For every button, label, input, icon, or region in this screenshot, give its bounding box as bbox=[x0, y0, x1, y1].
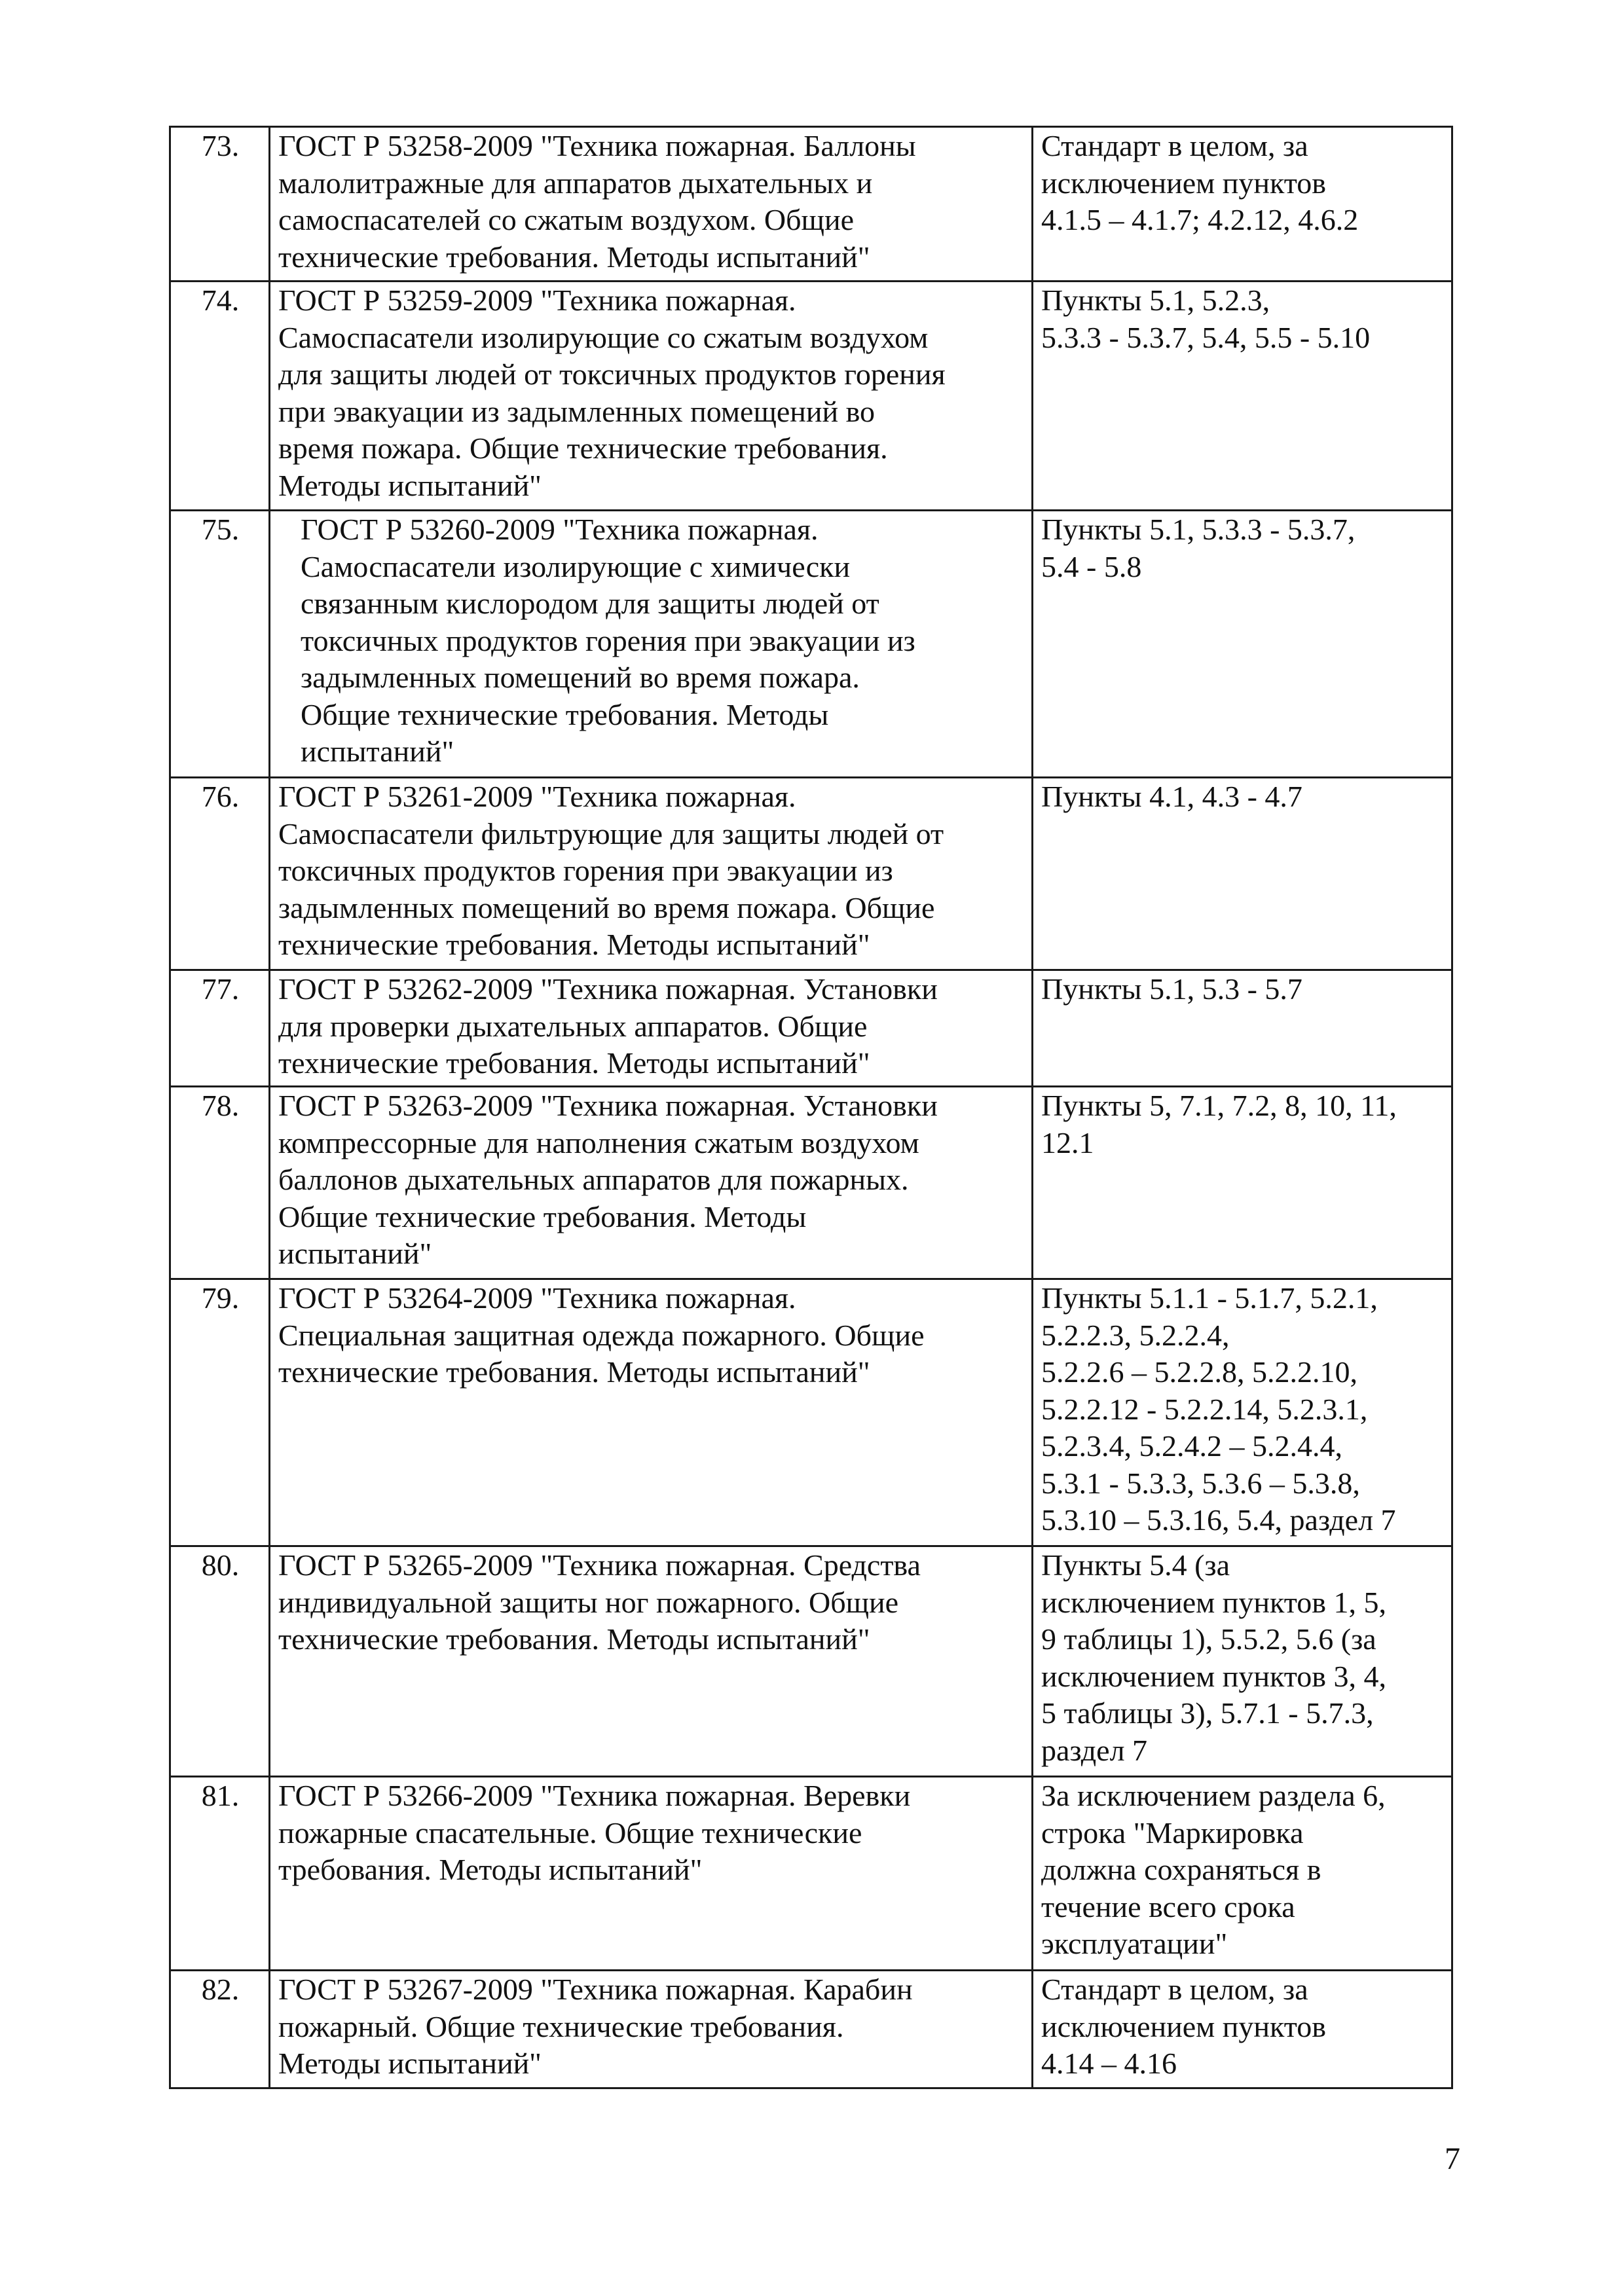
row-number: 80. bbox=[170, 1546, 270, 1777]
applicable-clauses: Стандарт в целом, за исключением пунктов 4.1.5 – 4.1.7; 4.2.12, 4.6.2 bbox=[1033, 127, 1452, 282]
applicable-clauses: Пункты 5.1.1 - 5.1.7, 5.2.1, 5.2.2.3, 5.2.2.4, 5.2.2.6 – 5.2.2.8, 5.2.2.10, 5.2.2.12 - 5.2.2.14, 5.2.3.1, 5.2.3.4, 5.2.4.2 – 5.2.4.4, 5.3.1 - 5.3.3, 5.3.6 – 5.3.8, 5.3.10 – 5.3.16, 5.4, раздел 7 bbox=[1033, 1279, 1452, 1546]
standard-title: ГОСТ Р 53261-2009 "Техника пожарная. Самоспасатели фильтрующие для защиты людей от токсичных продуктов горения при эвакуации из задымленных помещений во время пожара. Общие технические требования. Методы испытаний" bbox=[270, 778, 1033, 970]
row-number: 79. bbox=[170, 1279, 270, 1546]
table-row bbox=[170, 1087, 1452, 1279]
standard-title: ГОСТ Р 53266-2009 "Техника пожарная. Веревки пожарные спасательные. Общие технические требования. Методы испытаний" bbox=[270, 1777, 1033, 1971]
row-number: 73. bbox=[170, 127, 270, 282]
standard-title: ГОСТ Р 53258-2009 "Техника пожарная. Баллоны малолитражные для аппаратов дыхательных и самоспасателей со сжатым воздухом. Общие технические требования. Методы испытаний" bbox=[270, 127, 1033, 282]
applicable-clauses: Пункты 5.1, 5.3.3 - 5.3.7, 5.4 - 5.8 bbox=[1033, 511, 1452, 778]
page-number: 7 bbox=[1445, 2141, 1460, 2176]
table-row bbox=[170, 778, 1452, 970]
standard-title: ГОСТ Р 53259-2009 "Техника пожарная. Самоспасатели изолирующие со сжатым воздухом для защиты людей от токсичных продуктов горения при эвакуации из задымленных помещений во время пожара. Общие технические требования. Методы испытаний" bbox=[270, 282, 1033, 511]
standard-title: ГОСТ Р 53265-2009 "Техника пожарная. Средства индивидуальной защиты ног пожарного. Общие технические требования. Методы испытаний" bbox=[270, 1546, 1033, 1777]
table-row bbox=[170, 970, 1452, 1087]
table-row bbox=[170, 1971, 1452, 2088]
standard-title: ГОСТ Р 53264-2009 "Техника пожарная. Специальная защитная одежда пожарного. Общие технические требования. Методы испытаний" bbox=[270, 1279, 1033, 1546]
row-number: 82. bbox=[170, 1971, 270, 2088]
row-number: 74. bbox=[170, 282, 270, 511]
standard-title: ГОСТ Р 53260-2009 "Техника пожарная. Самоспасатели изолирующие с химически связанным кислородом для защиты людей от токсичных продуктов горения при эвакуации из задымленных помещений во время пожара. Общие технические требования. Методы испытаний" bbox=[270, 511, 1033, 778]
row-number: 81. bbox=[170, 1777, 270, 1971]
applicable-clauses: Пункты 4.1, 4.3 - 4.7 bbox=[1033, 778, 1452, 970]
table-row bbox=[170, 127, 1452, 282]
table-row bbox=[170, 1546, 1452, 1777]
row-number: 77. bbox=[170, 970, 270, 1087]
row-number: 76. bbox=[170, 778, 270, 970]
standards-table bbox=[169, 126, 1453, 2089]
table-row bbox=[170, 282, 1452, 511]
applicable-clauses: За исключением раздела 6, строка "Маркировка должна сохраняться в течение всего срока эксплуатации" bbox=[1033, 1777, 1452, 1971]
applicable-clauses: Пункты 5.1, 5.2.3, 5.3.3 - 5.3.7, 5.4, 5.5 - 5.10 bbox=[1033, 282, 1452, 511]
applicable-clauses: Пункты 5, 7.1, 7.2, 8, 10, 11, 12.1 bbox=[1033, 1087, 1452, 1279]
standard-title: ГОСТ Р 53262-2009 "Техника пожарная. Установки для проверки дыхательных аппаратов. Общие технические требования. Методы испытаний" bbox=[270, 970, 1033, 1087]
applicable-clauses: Пункты 5.1, 5.3 - 5.7 bbox=[1033, 970, 1452, 1087]
standard-title: ГОСТ Р 53263-2009 "Техника пожарная. Установки компрессорные для наполнения сжатым воздухом баллонов дыхательных аппаратов для пожарных. Общие технические требования. Методы испытаний" bbox=[270, 1087, 1033, 1279]
row-number: 75. bbox=[170, 511, 270, 778]
applicable-clauses: Пункты 5.4 (за исключением пунктов 1, 5, 9 таблицы 1), 5.5.2, 5.6 (за исключением пунктов 3, 4, 5 таблицы 3), 5.7.1 - 5.7.3, раздел 7 bbox=[1033, 1546, 1452, 1777]
standard-title: ГОСТ Р 53267-2009 "Техника пожарная. Карабин пожарный. Общие технические требования. Методы испытаний" bbox=[270, 1971, 1033, 2088]
table-row bbox=[170, 1279, 1452, 1546]
row-number: 78. bbox=[170, 1087, 270, 1279]
applicable-clauses: Стандарт в целом, за исключением пунктов 4.14 – 4.16 bbox=[1033, 1971, 1452, 2088]
table-row bbox=[170, 511, 1452, 778]
table-row bbox=[170, 1777, 1452, 1971]
